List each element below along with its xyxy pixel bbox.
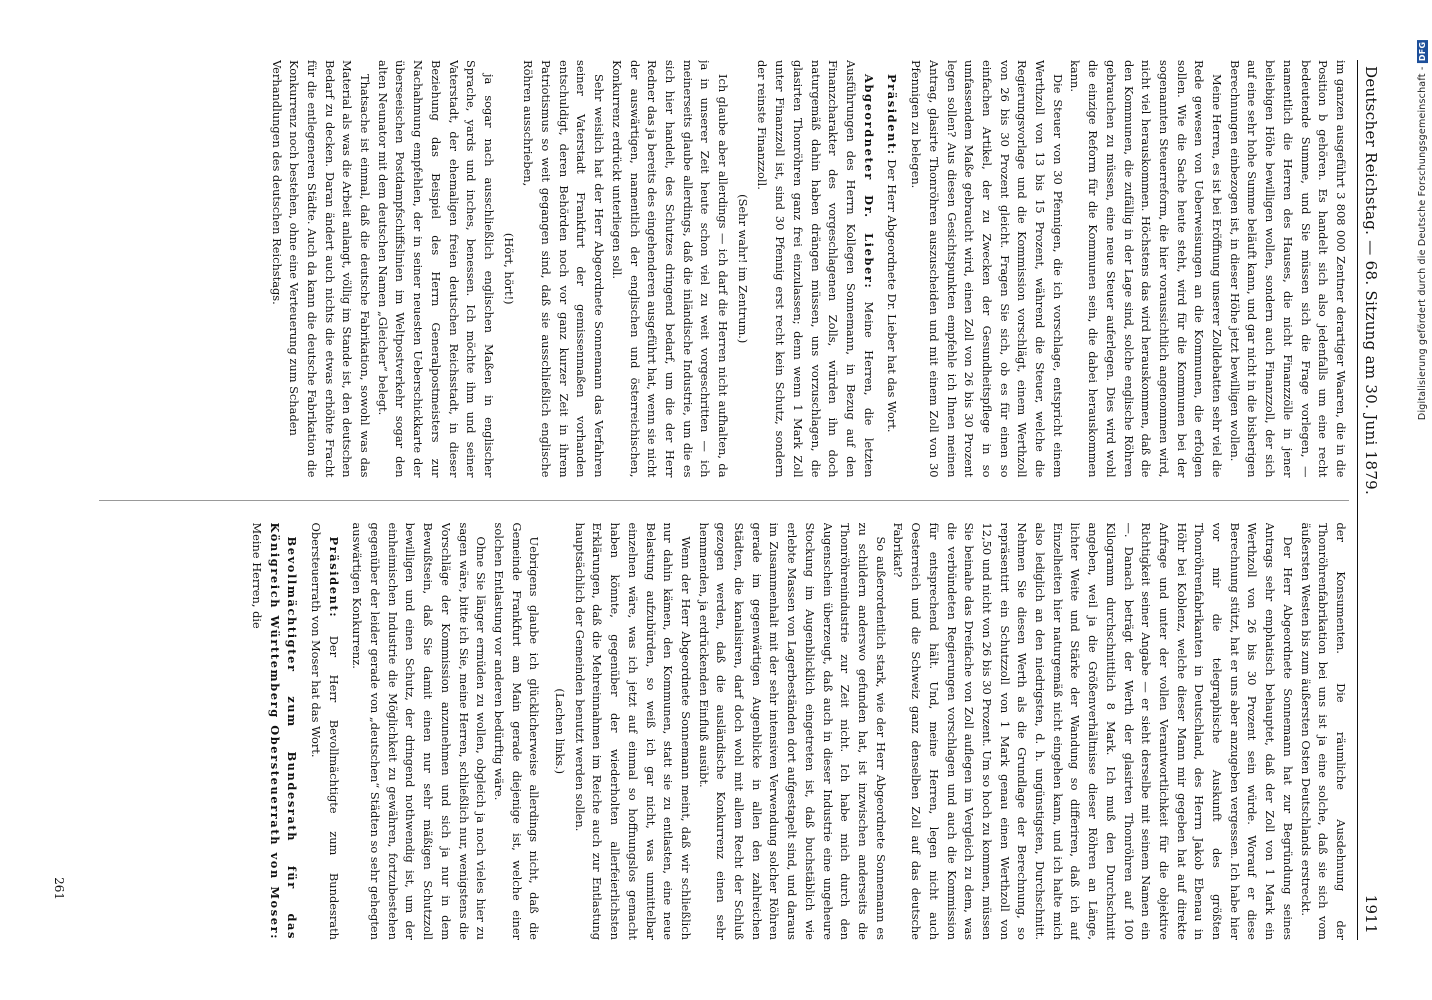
paragraph <box>607 60 731 478</box>
speaker-name: Präsident: <box>885 74 900 156</box>
page-number-top: 1911 <box>1362 894 1380 934</box>
paragraph-text: Der Herr Bevollmächtigte zum Bundesrath Obersteuerrath von Moser hat das Wort. <box>308 522 341 940</box>
paragraph-text: ja sogar nach ausschließlich englischen Maßen in englischer Sprache, yards und inches, benessen. Ich möchte ihm und seiner Vaterstadt, der ehemaligen freien deutschen Reichsstadt, in dieser Beziehung das Beispiel des Herrn Generalpostmeisters zur Nachahmung empfehlen, der in seiner neuesten Ueberschickkarte der überseeischen Postdampfschiffslinien im Weltpostverkehr sogar den alten Neunator mit dem deutschen Namen „Gleicher“ belegt. <box>375 60 496 478</box>
paragraph <box>889 523 1296 941</box>
paragraph-text: Uebrigens glaube ich glücklicherweise allerdings nicht, daß die Gemeinde Frankfurt am Main gerade diejenige ist, welche einer solchen Entlastung vor anderen bedürftig wäre. <box>491 522 542 940</box>
page-header <box>1358 60 1380 940</box>
interjection <box>550 523 568 941</box>
digitization-credit <box>1417 40 1428 420</box>
paragraph-text: Meine Herren, es ist bei Eröffnung unserer Zolldebatten sehr viel die Rede gewesen von Ueberweisungen an die Kommunen, die erfolgen sollen. Wie die Sache heute steht, wird für die Kommunen bei der sogenannten Steuerreform, die hier voraussichtlich angenommen wird, nicht viel herauskommen. Höchstens das wird herauskommen, daß die den Kommunen, die zufällig in der Lage sind, solche englische Röhren gebrauchen zu müssen, eine neue Steuer auferlegen. Dies wird wohl die einzige Reform für die Kommunen sein, die dabei herauskommen kann. <box>1068 60 1225 478</box>
paragraph <box>306 523 341 941</box>
paragraph-text: Ich glaube aber allerdings — ich darf die Herren nicht aufhalten, da ja in unserer Zeit heute schon viel zu weit vorgeschritten — ich meinerseits glaube allerdings, daß die inländische Industrie, um die es sich hier handelt, des Schutzes dringend bedarf, um die der Herr Redner das ja bereits des eingehenderen ausgeführt hat, wenn sie nicht der auswärtigen, namentlich der englischen und österreichischen, Konkurrenz erdrückt unterliegen soll. <box>609 60 731 478</box>
paragraph <box>570 523 694 941</box>
left-column <box>99 60 1349 478</box>
paragraph <box>694 523 889 941</box>
paragraph-gap <box>542 523 548 941</box>
paragraph <box>1066 60 1225 478</box>
paragraph-text: (Sehr wahr! im Zentrum.) <box>735 194 750 344</box>
paragraph <box>489 523 542 941</box>
paragraph-text: Die Steuer von 30 Pfennigen, die ich vorschlage, entspricht einem Werthzoll von 13 bis 15 Prozent, während die Steuer, welche die Regierungsvorlage und die Kommission vorschlägt, einem Werthzoll von 26 bis 30 Prozent gleicht. Fragen Sie sich, ob es für einen so einfachen Artikel, der zu Zwecken der Gesundheitspflege in so umfassendem Maße gebraucht wird, einen Zoll von 26 bis 30 Prozent legen sollen? Aus diesen Gesichtspunkten empfehle ich Ihnen meinen Antrag, glasirte Thonröhren auszuscheiden und mit einem Zoll von 30 Pfennigen zu belegen. <box>909 60 1065 478</box>
paragraph-text: (Lachen links.) <box>553 688 568 775</box>
paragraph <box>247 523 300 941</box>
footer-page-number: 261 <box>52 877 66 900</box>
paragraph-text: Thatsache ist einmal, daß die deutsche Fabrikation, sowohl was das Material als was die Arbeit anlangt, völlig im Stande ist, den deutschen Bedarf zu decken. Daran ändert auch nichts die etwas erhöhte Fracht für die entlegeneren Städte. Auch da kann die deutsche Fabrikation die Konkurrenz noch bestehen, ohne eine Verteuerung zum Schaden <box>287 60 373 478</box>
paragraph-text: Der Herr Abgeordnete Sonnemann hat zur Begründung seines Antrags sehr emphatisch behauptet, daß der Zoll von 1 Mark ein Werthzoll von 26 bis 30 Prozent sein würde. Worauf er diese Berechnung stützt, hat er uns aber anzugeben vergessen. Ich habe hier vor mir die telegraphische Auskunft des größten Thonröhrenfabrikanten in Deutschland, des Herrn Jakob Ebenau in Höhr bei Koblenz, welche dieser Mann mir gegeben hat auf direkte Anfrage und unter der vollen Verantwortlichkeit für die objektive Richtigkeit seiner Angabe — er sieht derselbe mit seinem Namen ein —. Danach beträgt der Werth der glasirten Thonröhren auf 100 Kilogramm durchschnittlich 8 Mark. Ich muß den Durchschnitt angeben, weil ja die Größenverhältnisse dieser Röhren an Länge, lichter Weite und Stärke der Wandung so differiren, daß ich auf Einzelheiten hier naturgemäß nicht eingehen kann, und ich halte mich also lediglich an den niedrigsten, d. h. ungünstigsten, Durchschnitt. Nehmen Sie diesen Werth als die Grundlage der Berechnung, so repräsentirt ein Schutzzoll von 1 Mark genau einen Werthzoll von 12,50 und nicht von 26 bis 30 Prozent. Um so hoch zu kommen, müssen Sie beinahe das Dreifache von Zoll auflegen im Vergleich zu dem, was die verbündeten Regierungen vorschlagen und auch die Kommission für entsprechend hält. Und, meine Herren, legen nicht auch Oesterreich und die Schweiz ganz denselben Zoll auf das deutsche Fabrikat? <box>891 522 1295 940</box>
speaker-name: Abgeordneter Dr. Lieber: <box>861 74 876 290</box>
paragraph-text: Meine Herren, die <box>249 522 264 629</box>
paragraph <box>373 60 497 478</box>
paragraph <box>906 60 1065 478</box>
paragraph-text: Wenn der Herr Abgeordnete Sonnemann meint, daß wir schließlich nur dahin kämen, den Kommunen, statt sie zu entlasten, eine neue Belastung aufzubürden, so weiß ich gar nicht, was unmittelbar einzelnen wäre, was ich jetzt auf einmal so hoffnungslos gemacht haben könnte, gegenüber der wiederholten allerfeierlichsten Erklärungen, daß die Mehreinnahmen im Reiche auch zur Entlastung hauptsächlich der Gemeinden benutzt werden sollen. <box>572 522 693 940</box>
text-columns <box>99 60 1349 940</box>
paragraph <box>348 523 490 941</box>
paragraph-text: im ganzen ausgeführt 3 808 000 Zentner derartiger Waaren, die in die Position b gehören. Es handelt sich also jedenfalls um eine recht bedeutende Summe, und Sie müssen sich die Frage vorlegen, — namentlich die Herren des Hauses, die nicht Finanzzölle in jener beliebigen Höhe bewilligen wollen, sondern auch Finanzzoll, der sich auf eine sehr hohe Summe beläuft kann, und gar nicht in die bisherigen Berechnungen einbezogen ist, in dieser Höhe jetzt bewilligen wollen. <box>1227 60 1348 478</box>
column-divider <box>99 500 1349 501</box>
paragraph-text: So außerordentlich stark, wie der Herr Abgeordnete Sonnemann es zu schildern anderswo gefunden hat, ist inzwischen anderseits die Thonröhrenindustrie zur Zeit nicht. Ich habe mich durch den Augenschein überzeugt, daß auch in dieser Industrie eine ungeheure Stockung im Augenblicklich eingetreten ist, daß buchstäblich wie erlebte Massen von Lagerbeständen dort aufgestapelt sind, und daraus im Zusammenhalt mit der sehr intensiven Verwendung solcher Röhren gerade im gegenwärtigen Augenblicke in allen den zahlreichen Städten, die kanalisiren, darf doch wohl mit allem Recht der Schluß gezogen werden, daß die ausländische Konkurrenz einen sehr hemmenden, ja erdrückenden Einfluß ausübt. <box>696 522 888 940</box>
paragraph-text: der Konsumenten. Die räumliche Ausdehnung der Thonröhrenfabrikation bei uns ist ja eine solche, daß sie sich vom äußersten Westen bis zum äußersten Osten Deutschlands erstreckt. <box>1298 522 1348 940</box>
paragraph <box>1225 60 1349 478</box>
speaker-name: Präsident: <box>326 536 341 619</box>
paragraph-text: Verhandlungen des deutschen Reichstags. <box>269 60 284 305</box>
dfg-logo: DFG <box>1418 42 1427 62</box>
running-title: Deutscher Reichstag. — 68. Sitzung am 30. Juni 1879. <box>1362 66 1380 496</box>
credit-text: Digitalisierung gefördert durch die Deutsche Forschungsgemeinschaft - <box>1417 66 1428 421</box>
paragraph-text: Ohne Sie länger ermüden zu wollen, obgleich ja noch vieles hier zu sagen wäre, bitte ich Sie, meine Herren, schließlich nur, wenigstens die Vorschläge der Kommission anzunehmen und sich ja nur in dem Bewußtsein, daß Sie damit einen nur sehr mäßigen Schutzzoll bewilligen und einen Schutz, der dringend nothwendig ist, um der einheimischen Industrie die Möglichkeit zu gewähren, fortzubestehen gegenüber der leider gerade von „deutschen“ Städten so sehr gehegten auswärtigen Konkurrenz. <box>350 522 489 940</box>
speaker-name: Bevollmächtigter zum Bundesrath für das Königreich Württemberg Obersteuerrath von Moser: <box>267 522 300 940</box>
interjection <box>733 60 751 478</box>
paragraph <box>883 60 901 478</box>
paragraph <box>1296 523 1349 941</box>
rotated-newspaper-page <box>46 30 1386 970</box>
paragraph <box>519 60 608 478</box>
paragraph-text: (Hört, hört!) <box>501 232 516 305</box>
interjection <box>499 60 517 478</box>
paragraph <box>267 60 285 478</box>
paragraph-gap <box>877 60 883 478</box>
paragraph-text: Meine Herren, die letzten Ausführungen des Herrn Kollegen Sonnemann, in Bezug auf den Finanzcharakter des vorgeschlagenen Zolls, würden ihn doch naturgemäß dahin haben drängen müssen, uns vorzuschlagen, die glasirten Thonröhren ganz frei einzulassen; denn wenn 1 Mark Zoll unter Finanzzoll ist, sind 30 Pfennig erst recht kein Schutz, sondern der reinste Finanzzoll. <box>755 60 876 478</box>
paragraph <box>285 60 374 478</box>
header-rule <box>1357 60 1358 940</box>
right-column <box>99 523 1349 941</box>
paragraph <box>753 60 877 478</box>
paragraph-text: Der Herr Abgeordnete Dr. Lieber hat das Wort. <box>885 155 900 433</box>
paragraph-text: Sehr weislich hat der Herr Abgeordnete Sonnemann das Verfahren seiner Vaterstadt Frankfurt der gemissenmaßen vorhanden entschuldigt, deren Behörden noch vor ganz kurzer Zeit in ihrem Patriotismus so weit gegangen sind, daß sie ausschließlich englische Röhren ausschrieben, <box>521 60 607 478</box>
